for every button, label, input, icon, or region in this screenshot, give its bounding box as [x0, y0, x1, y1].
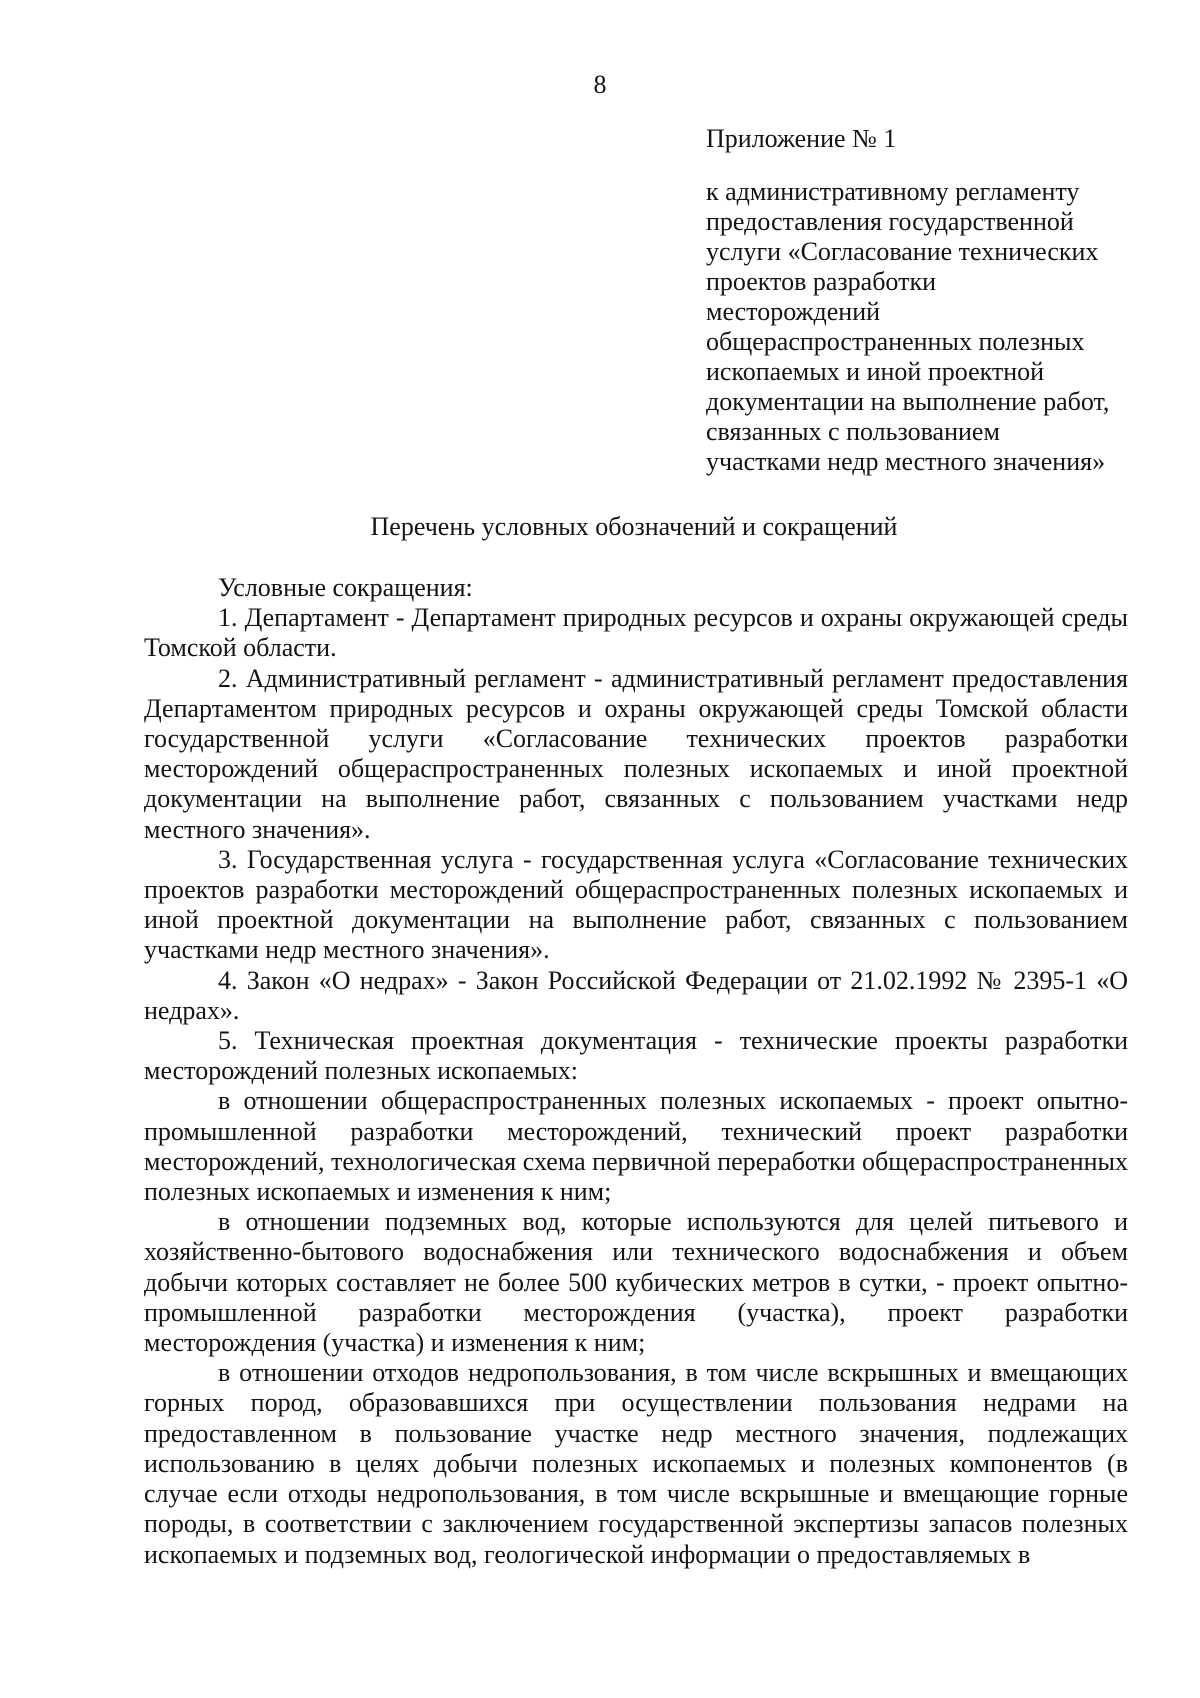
abbreviations-heading: Условные сокращения:: [218, 573, 473, 602]
appendix-subtitle-line: месторождений: [706, 297, 881, 326]
document-body: [144, 573, 1128, 1570]
definition-subparagraph: в отношении подземных вод, которые используются для целей питьевого и хозяйственно-бытового водоснабжения или технического водоснабжения и объем добычи которых составляет не более 500 кубических метров в сутки, - проект опытно-промышленной разработки месторождения (участка), проект разработки месторождения (участка) и изменения к ним;: [144, 1207, 1128, 1358]
definition-subparagraph: в отношении общераспространенных полезных ископаемых - проект опытно-промышленной разработки месторождений, технический проект разработки месторождений, технологическая схема первичной переработки общераспространенных полезных ископаемых и изменения к ним;: [144, 1086, 1128, 1207]
appendix-subtitle-line: связанных с пользованием: [706, 417, 1000, 446]
appendix-subtitle-line: предоставления государственной: [706, 207, 1074, 236]
definition-paragraph: 1. Департамент - Департамент природных ресурсов и охраны окружающей среды Томской области.: [144, 603, 1128, 663]
appendix-subtitle-line: услуги «Согласование технических: [706, 237, 1099, 266]
appendix-subtitle-line: ископаемых и иной проектной: [706, 357, 1045, 386]
definition-paragraph: 5. Техническая проектная документация - технические проекты разработки месторождений полезных ископаемых:: [144, 1026, 1128, 1086]
definition-paragraph: 3. Государственная услуга - государственная услуга «Согласование технических проектов разработки месторождений общераспространенных полезных ископаемых и иной проектной документации на выполнение работ, связанных с пользованием участками недр местного значения».: [144, 844, 1128, 965]
document-title: Перечень условных обозначений и сокращений: [370, 512, 898, 541]
appendix-header: [706, 124, 1126, 477]
definition-paragraph: 2. Административный регламент - административный регламент предоставления Департаментом природных ресурсов и охраны окружающей среды Томской области государственной услуги «Согласование технических проектов разработки месторождений общераспространенных полезных ископаемых и иной проектной документации на выполнение работ, связанных с пользованием участками недр местного значения».: [144, 663, 1128, 844]
appendix-subtitle-line: документации на выполнение работ,: [706, 387, 1110, 416]
appendix-subtitle-line: общераспространенных полезных: [706, 327, 1085, 356]
appendix-subtitle-line: проектов разработки: [706, 267, 937, 296]
definition-paragraph: 4. Закон «О недрах» - Закон Российской Федерации от 21.02.1992 № 2395-1 «О недрах».: [144, 965, 1128, 1025]
appendix-subtitle-line: участками недр местного значения»: [706, 447, 1106, 476]
definition-subparagraph: в отношении отходов недропользования, в том числе вскрышных и вмещающих горных пород, образовавшихся при осуществлении пользования недрами на предоставленном в пользование участке недр местного значения, подлежащих использованию в целях добычи полезных ископаемых и полезных компонентов (в случае если отходы недропользования, в том числе вскрышные и вмещающие горные породы, в соответствии с заключением государственной экспертизы запасов полезных ископаемых и подземных вод, геологической информации о предоставляемых в: [144, 1358, 1128, 1569]
appendix-subtitle: [706, 177, 1126, 477]
page-number: 8: [593, 70, 607, 99]
appendix-title: Приложение № 1: [706, 124, 897, 153]
appendix-subtitle-line: к административному регламенту: [706, 177, 1080, 206]
